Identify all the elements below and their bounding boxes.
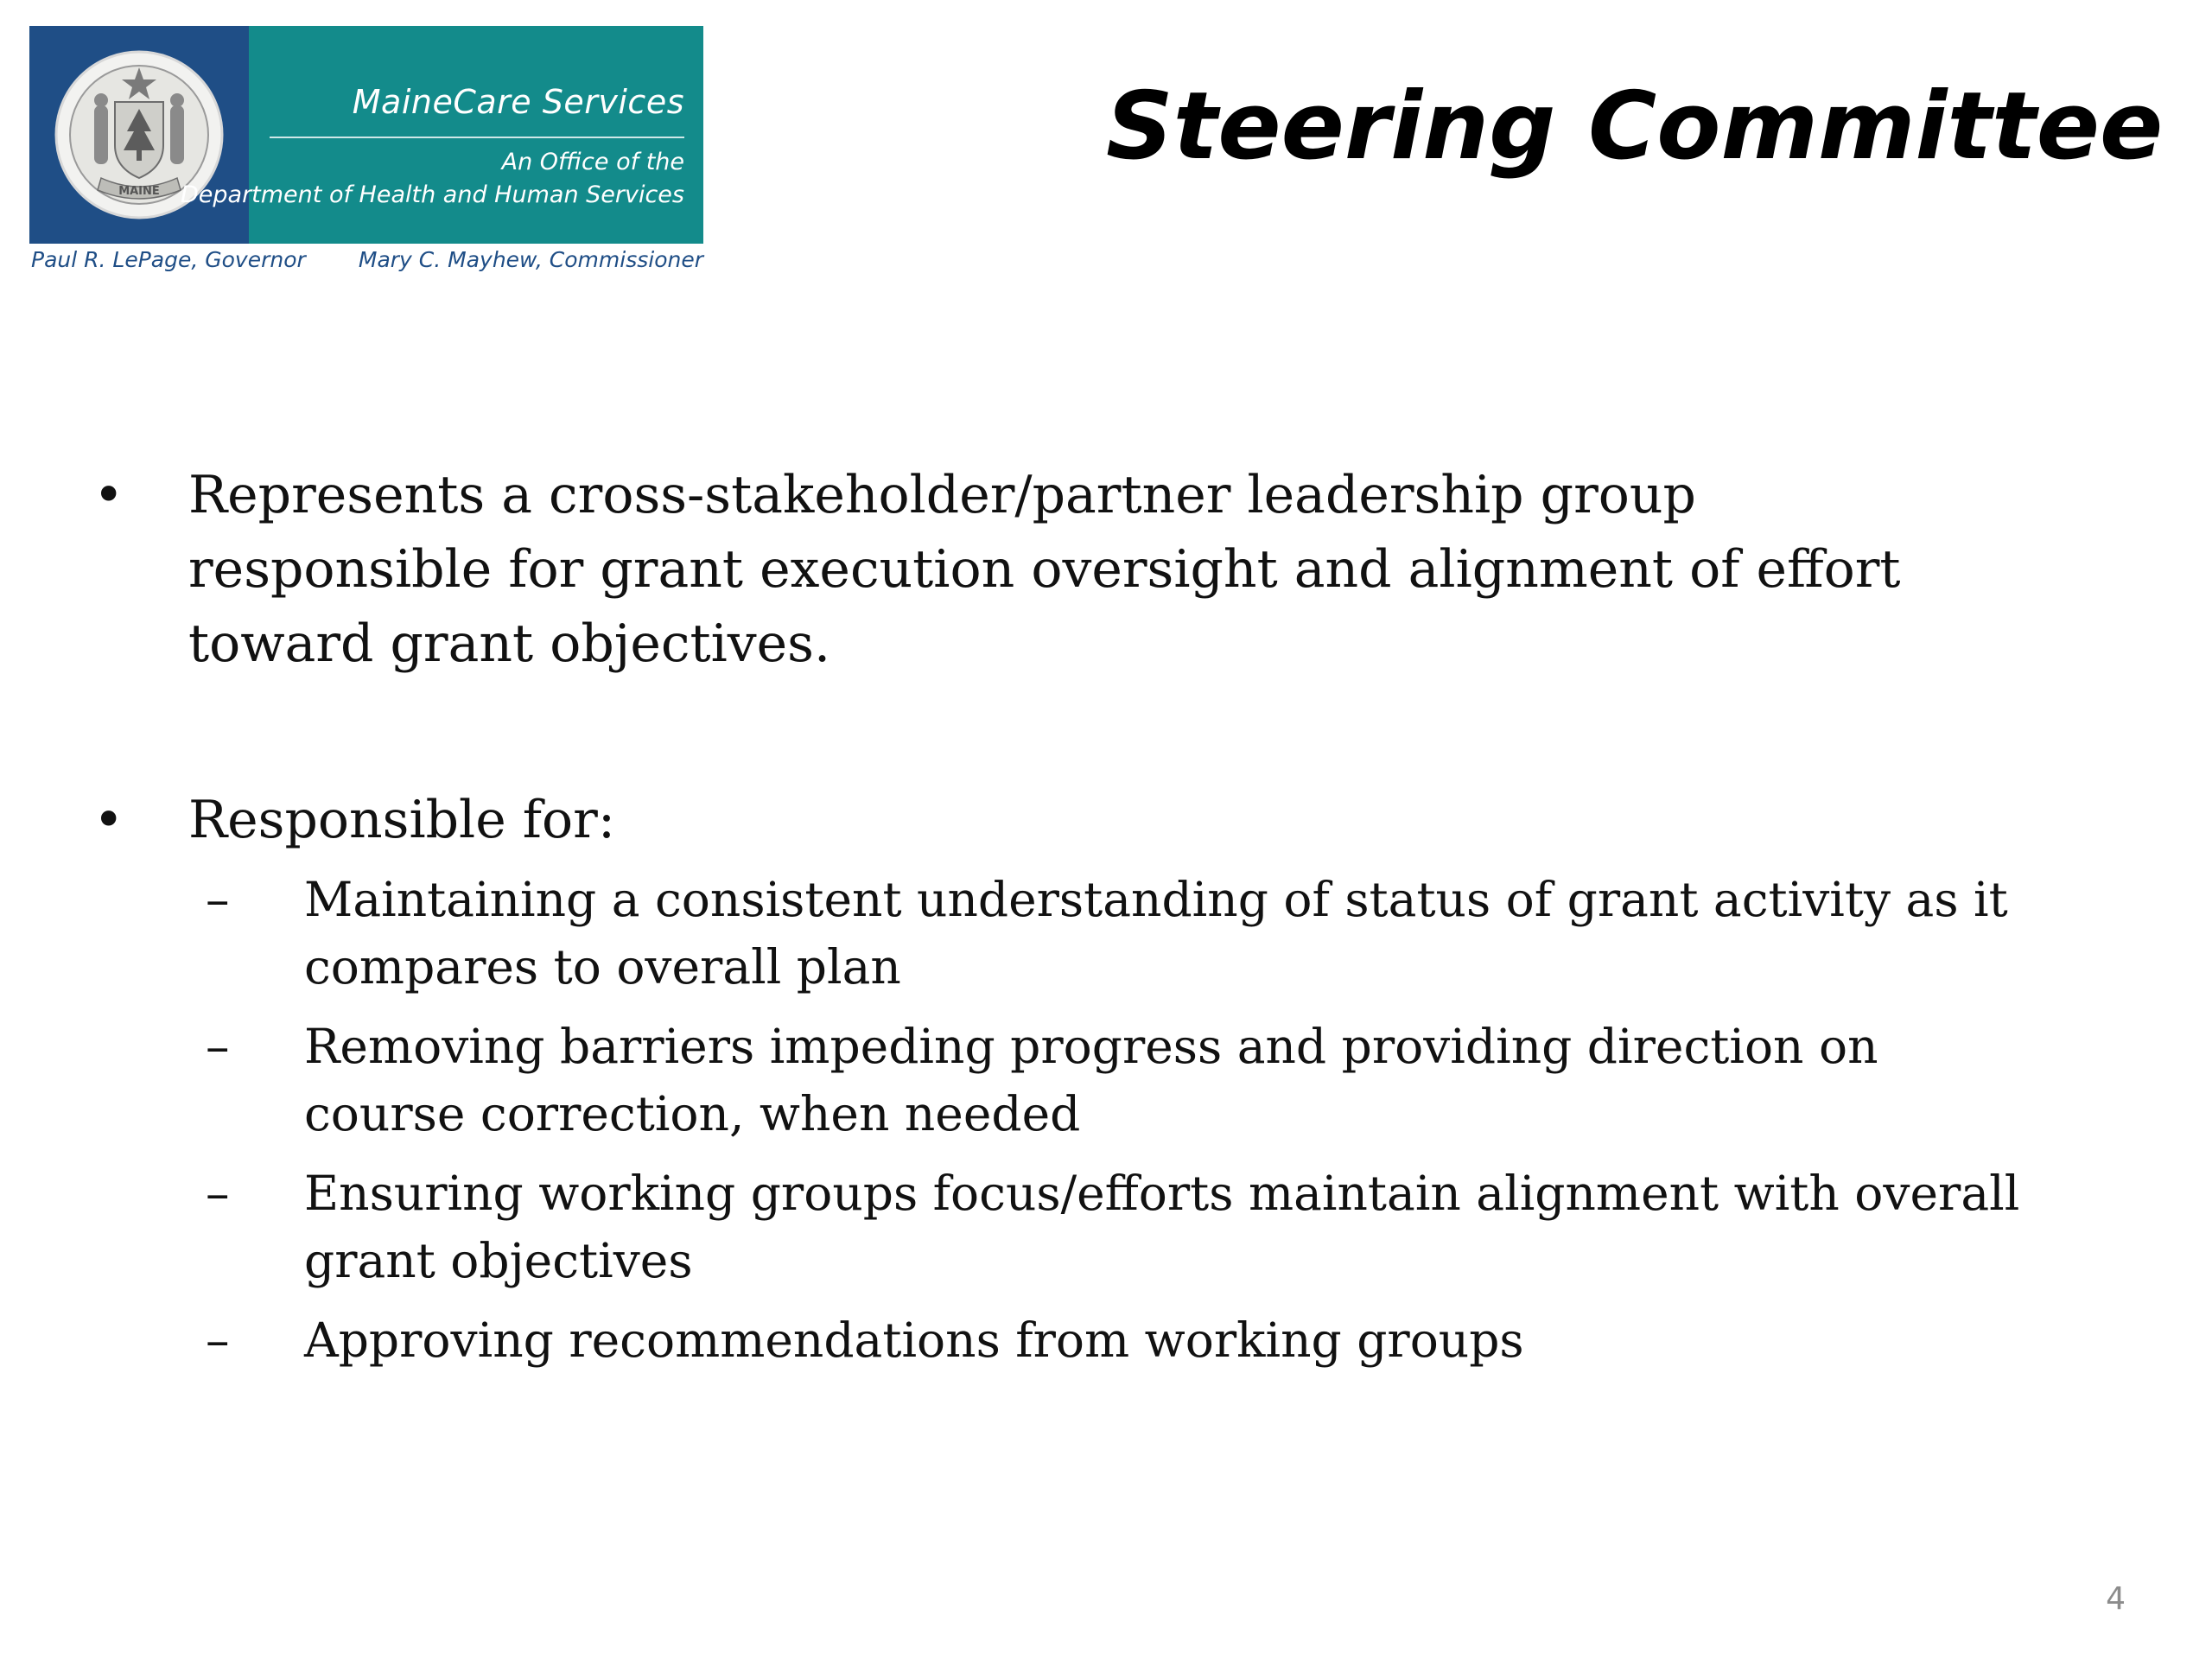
logo-text-panel <box>180 26 703 244</box>
slide-title: Steering Committee <box>1106 73 2164 181</box>
sub-bullet-text: Maintaining a consistent understanding of status of grant activity as it compares to overall plan <box>304 872 2008 995</box>
bullet-mark: • <box>93 790 124 850</box>
bullet-item <box>86 458 2074 681</box>
slide-body <box>86 458 2074 1386</box>
sub-bullet-item <box>206 1013 2074 1147</box>
page-number: 4 <box>2106 1581 2126 1617</box>
sub-bullet-mark: – <box>206 1019 230 1074</box>
sub-bullet-list <box>86 866 2074 1374</box>
logo-org-name: MaineCare Services <box>352 83 684 121</box>
sub-bullet-item <box>206 866 2074 1001</box>
logo-subline-2: Department of Health and Human Services <box>180 181 684 208</box>
bullet-text: Represents a cross-stakeholder/partner leadership group responsible for grant execution oversight and alignment of effort toward grant objectives. <box>188 465 1901 674</box>
bullet-item <box>86 783 2074 857</box>
logo-subline-1: An Office of the <box>501 149 684 175</box>
logo-seal-panel <box>29 26 249 244</box>
bullet-text: Responsible for: <box>188 790 616 850</box>
svg-text:MAINE: MAINE <box>118 185 160 198</box>
sub-bullet-item <box>206 1306 2074 1374</box>
logo-divider <box>270 137 684 138</box>
sub-bullet-text: Ensuring working groups focus/efforts maintain alignment with overall grant objectives <box>304 1166 2020 1288</box>
sub-bullet-text: Approving recommendations from working groups <box>304 1313 1524 1368</box>
sub-bullet-mark: – <box>206 1166 230 1221</box>
sub-bullet-mark: – <box>206 1313 230 1368</box>
sub-bullet-item <box>206 1160 2074 1294</box>
logo-footer <box>31 247 703 272</box>
logo-commissioner: Mary C. Mayhew, Commissioner <box>358 247 703 272</box>
sub-bullet-mark: – <box>206 872 230 927</box>
sub-bullet-text: Removing barriers impeding progress and providing direction on course correction, when needed <box>304 1019 1878 1141</box>
bullet-mark: • <box>93 465 124 525</box>
mainecare-logo <box>29 26 703 244</box>
logo-governor: Paul R. LePage, Governor <box>31 247 306 272</box>
